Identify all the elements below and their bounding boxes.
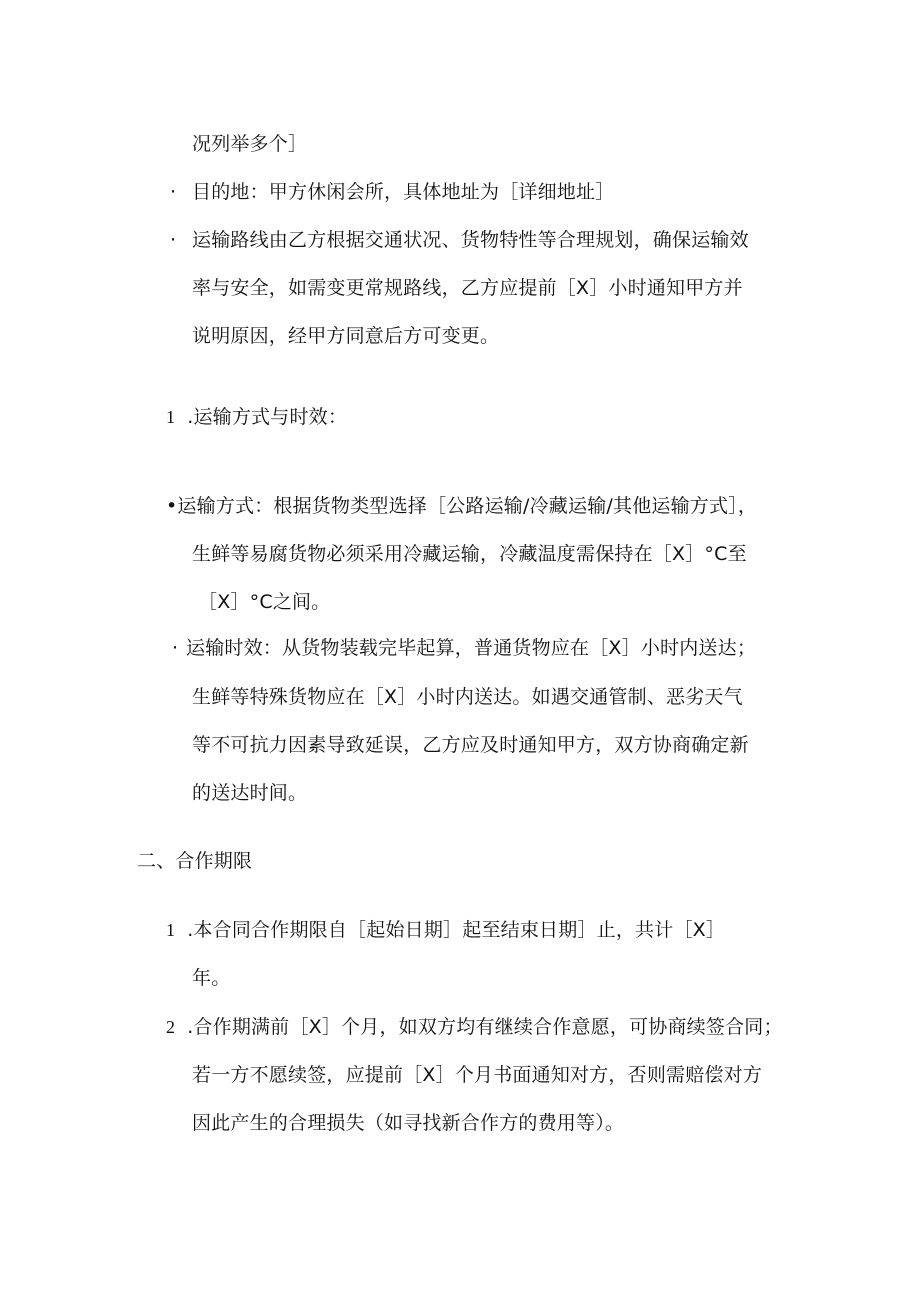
bullet-marker: · (170, 181, 177, 203)
text-line: 的送达时间。 (192, 782, 308, 804)
text-line: 生鲜等特殊货物应在［X］小时内送达。如遇交通管制、恶劣天气 (192, 686, 743, 708)
text-line: 目的地：甲方休闲会所，具体地址为［详细地址］ (192, 181, 615, 203)
numbered-item-renewal (166, 1013, 783, 1041)
bullet-item-transport-time (172, 634, 756, 662)
text-line: 若一方不愿续签，应提前［X］个月书面通知对方，否则需赔偿对方 (192, 1064, 763, 1086)
bullet-item-transport-mode: •运输方式：根据货物类型选择［公路运输/冷藏运输/其他运输方式］， (166, 495, 758, 517)
text-line: 说明原因，经甲方同意后方可变更。 (192, 325, 500, 347)
text-line: .合作期满前［X］个月，如双方均有继续合作意愿，可协商续签合同； (187, 1016, 783, 1038)
bullet-item-destination (170, 178, 614, 206)
bullet-marker: · (172, 637, 179, 659)
bullet-item-route (170, 226, 749, 254)
text-line: 运输路线由乙方根据交通状况、货物特性等合理规划，确保运输效 (192, 229, 749, 251)
text-line: .本合同合作期限自［起始日期］起至结束日期］止，共计［X］ (187, 919, 726, 941)
text-line: 运输时效：从货物装载完毕起算，普通货物应在［X］小时内送达； (186, 637, 757, 659)
bullet-marker: · (170, 229, 177, 251)
text-line: 况列举多个］ (192, 133, 308, 155)
text-line: .运输方式与时效： (187, 406, 348, 428)
item-number: 2 (166, 1017, 176, 1037)
item-number: 1 (166, 920, 176, 940)
text-line: ［X］°C之间。 (198, 591, 331, 613)
text-line: 生鲜等易腐货物必须采用冷藏运输，冷藏温度需保持在［X］°C至 (192, 543, 747, 565)
text-line: 率与安全，如需变更常规路线，乙方应提前［X］小时通知甲方并 (192, 277, 743, 299)
section-heading: 二、合作期限 (137, 850, 253, 872)
text-line: 因此产生的合理损失（如寻找新合作方的费用等）。 (192, 1112, 625, 1134)
text-line: 年。 (192, 967, 231, 989)
numbered-heading-transport (166, 403, 347, 431)
item-number: 1 (166, 407, 176, 427)
text-line: 等不可抗力因素导致延误，乙方应及时通知甲方，双方协商确定新 (192, 734, 749, 756)
numbered-item-term (166, 916, 725, 944)
